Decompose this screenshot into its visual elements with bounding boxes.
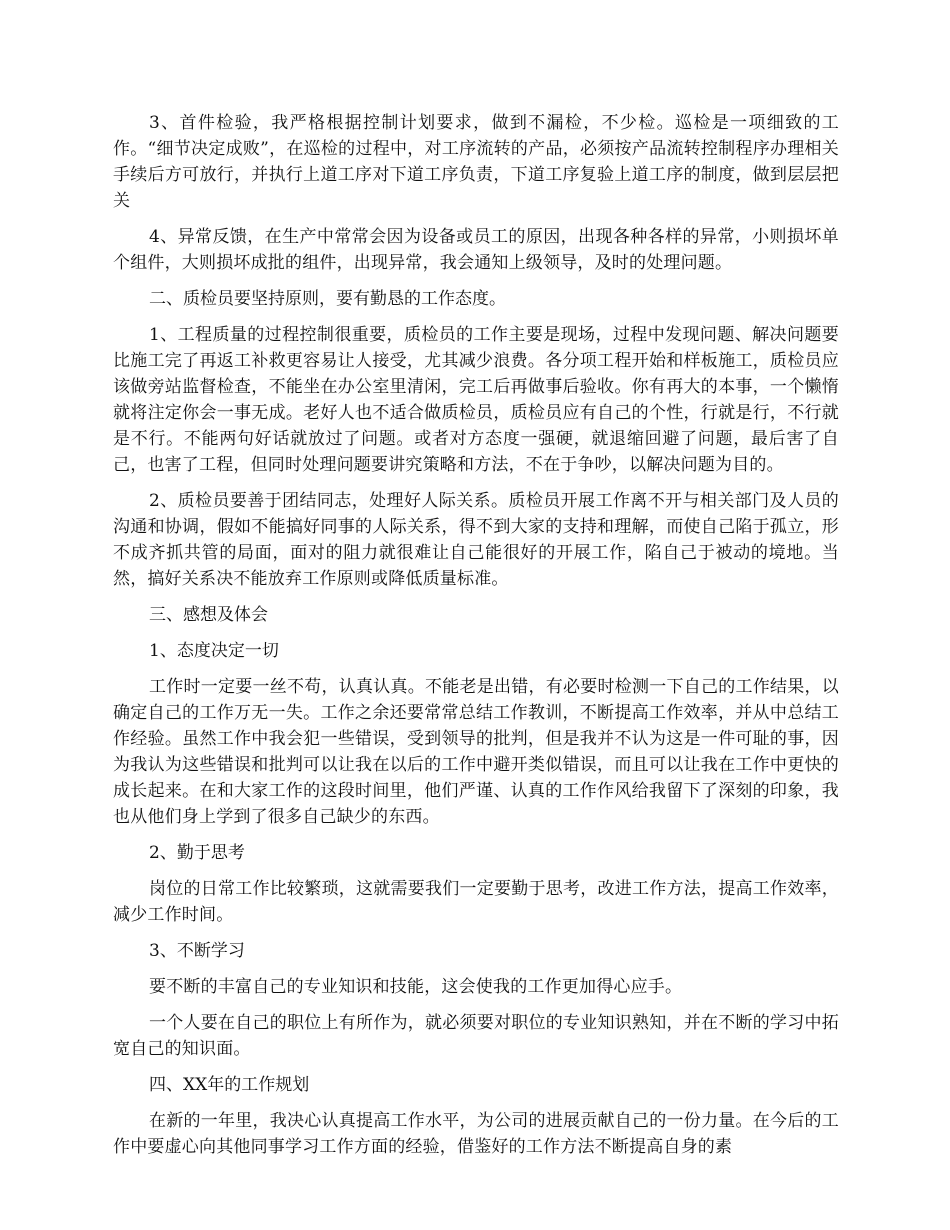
subheading-attitude: 1、态度决定一切 <box>149 641 279 661</box>
paragraph-thinking: 岗位的日常工作比较繁琐，这就需要我们一定要勤于思考，改进工作方法，提高工作效率，减少工作时间。 <box>113 879 839 925</box>
document-body <box>113 110 839 1170</box>
paragraph-process-control: 1、工程质量的过程控制很重要，质检员的工作主要是现场，过程中发现问题、解决问题要比施工完了再返工补救更容易让人接受，尤其减少浪费。各分项工程开始和样板施工，质检员应该做旁站监督检查，不能坐在办公室里清闲，完工后再做事后验收。你有再大的本事，一个懒惰就将注定你会一事无成。老好人也不适合做质检员，质检员应有自己的个性，行就是行，不行就是不行。不能两句好话就放过了问题。或者对方态度一强硬，就退缩回避了问题，最后害了自己，也害了工程，但同时处理问题要讲究策略和方法，不在于争吵，以解决问题为目的。 <box>113 325 839 475</box>
paragraph-anomaly-feedback: 4、异常反馈，在生产中常常会因为设备或员工的原因，出现各种各样的异常，小则损坏单个组件，大则损坏成批的组件，出现异常，我会通知上级领导，及时的处理问题。 <box>113 227 839 273</box>
paragraph-learning-skills: 要不断的丰富自己的专业知识和技能，这会使我的工作更加得心应手。 <box>149 977 683 997</box>
subheading-thinking: 2、勤于思考 <box>149 843 245 863</box>
paragraph-first-inspection: 3、首件检验，我严格根据控制计划要求，做到不漏检，不少检。巡检是一项细致的工作。“细节决定成败”，在巡检的过程中，对工序流转的产品，必须按产品流转控制程序办理相关手续后方可放行，并执行上道工序对下道工序负责，下道工序复验上道工序的制度，做到层层把关 <box>113 113 839 211</box>
subheading-learning: 3、不断学习 <box>149 941 245 961</box>
paragraph-work-plan: 在新的一年里，我决心认真提高工作水平，为公司的进展贡献自己的一份力量。在今后的工作中要虚心向其他同事学习工作方面的经验，借鉴好的工作方法不断提高自身的素 <box>113 1111 839 1157</box>
section-heading-work-plan: 四、XX年的工作规划 <box>149 1075 310 1095</box>
section-heading-principles: 二、质检员要坚持原则，要有勤恳的工作态度。 <box>149 289 506 309</box>
paragraph-learning-knowledge: 一个人要在自己的职位上有所作为，就必须要对职位的专业知识熟知，并在不断的学习中拓宽自己的知识面。 <box>113 1013 839 1059</box>
paragraph-teamwork: 2、质检员要善于团结同志，处理好人际关系。质检员开展工作离不开与相关部门及人员的沟通和协调，假如不能搞好同事的人际关系，得不到大家的支持和理解，而使自己陷于孤立，形不成齐抓共管的局面，面对的阻力就很难让自己能很好的开展工作，陷自己于被动的境地。当然，搞好关系决不能放弃工作原则或降低质量标准。 <box>113 491 839 589</box>
paragraph-attitude: 工作时一定要一丝不苟，认真认真。不能老是出错，有必要时检测一下自己的工作结果，以确定自己的工作万无一失。工作之余还要常常总结工作教训，不断提高工作效率，并从中总结工作经验。虽然工作中我会犯一些错误，受到领导的批判，但是我并不认为这是一件可耻的事，因为我认为这些错误和批判可以让我在以后的工作中避开类似错误，而且可以让我在工作中更快的成长起来。在和大家工作的这段时间里，他们严谨、认真的工作作风给我留下了深刻的印象，我也从他们身上学到了很多自己缺少的东西。 <box>113 677 839 827</box>
section-heading-reflections: 三、感想及体会 <box>149 605 268 625</box>
